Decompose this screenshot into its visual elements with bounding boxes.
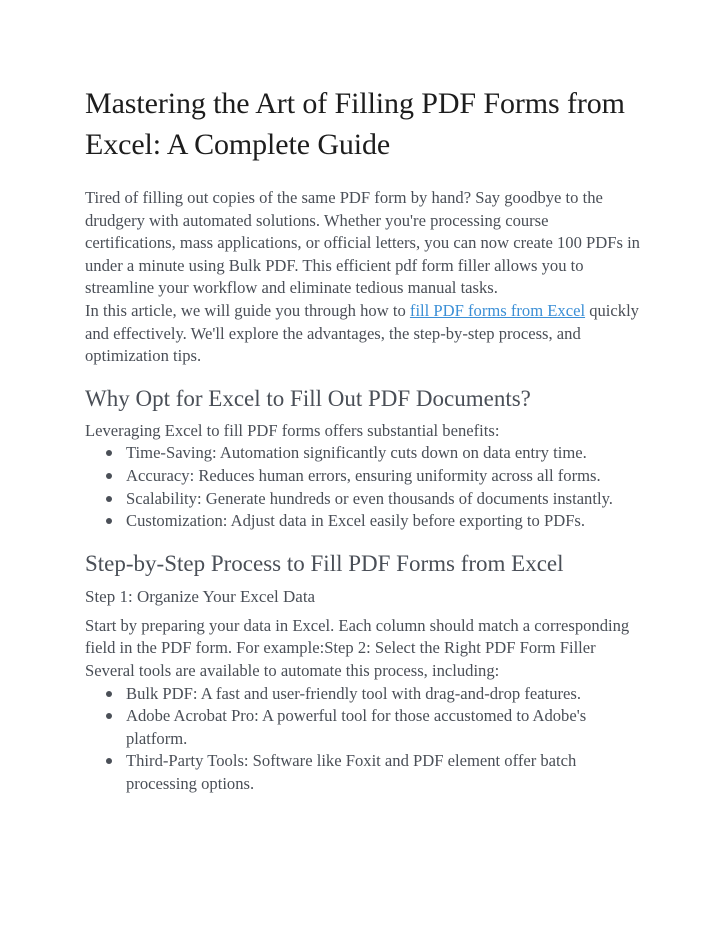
list-item <box>85 465 640 488</box>
fill-pdf-forms-link[interactable]: fill PDF forms from Excel <box>409 300 586 320</box>
bullet-icon <box>106 713 112 719</box>
step1-paragraph: Start by preparing your data in Excel. Each column should match a corresponding field in the PDF form. For example:Step 2: Select the Right PDF Form Filler <box>85 615 630 658</box>
benefits-list <box>85 442 640 532</box>
intro-text: Tired of filling out copies of the same PDF form by hand? Say goodbye to the drudgery with automated solutions. Whether you're processing course certifications, mass applications, or official letters, you can now create 100 PDFs in under a minute using Bulk PDF. This efficient pdf form filler allows you to streamline your workflow and eliminate tedious manual tasks. <box>85 188 640 298</box>
list-item-text: Third-Party Tools: Software like Foxit and PDF element offer batch processing options. <box>126 751 577 793</box>
list-item <box>85 510 640 533</box>
intro-paragraph <box>85 187 640 368</box>
list-item <box>85 488 640 511</box>
section-lead: Leveraging Excel to fill PDF forms offers substantial benefits: <box>85 420 500 440</box>
list-item <box>85 705 640 750</box>
bullet-icon <box>106 450 112 456</box>
intro-text-before-link: In this article, we will guide you through how to <box>85 300 410 320</box>
bullet-icon <box>106 691 112 697</box>
list-item <box>85 442 640 465</box>
list-item-text: Time-Saving: Automation significantly cuts down on data entry time. <box>126 443 587 463</box>
list-item <box>85 683 640 706</box>
bullet-icon <box>106 758 112 764</box>
list-item-text: Accuracy: Reduces human errors, ensuring uniformity across all forms. <box>126 465 601 485</box>
list-item-text: Customization: Adjust data in Excel easily before exporting to PDFs. <box>126 511 586 531</box>
section-heading-step-by-step: Step-by-Step Process to Fill PDF Forms from Excel <box>85 550 564 576</box>
tools-list <box>85 683 640 796</box>
document-page <box>85 83 640 795</box>
bullet-icon <box>106 473 112 479</box>
list-item-text: Scalability: Generate hundreds or even thousands of documents instantly. <box>126 488 613 508</box>
bullet-icon <box>106 496 112 502</box>
section-heading-why-excel: Why Opt for Excel to Fill Out PDF Documents? <box>85 385 531 411</box>
list-item-text: Adobe Acrobat Pro: A powerful tool for those accustomed to Adobe's platform. <box>126 706 587 748</box>
step1-heading: Step 1: Organize Your Excel Data <box>85 586 316 606</box>
page-title: Mastering the Art of Filling PDF Forms from Excel: A Complete Guide <box>85 87 625 161</box>
list-item <box>85 750 640 795</box>
bullet-icon <box>106 518 112 524</box>
step2-lead: Several tools are available to automate this process, including: <box>85 660 500 680</box>
intro-text-after-link: quickly and effectively. We'll explore the advantages, the step-by-step process, and optimization tips. <box>85 300 639 366</box>
list-item-text: Bulk PDF: A fast and user-friendly tool with drag-and-drop features. <box>126 683 581 703</box>
